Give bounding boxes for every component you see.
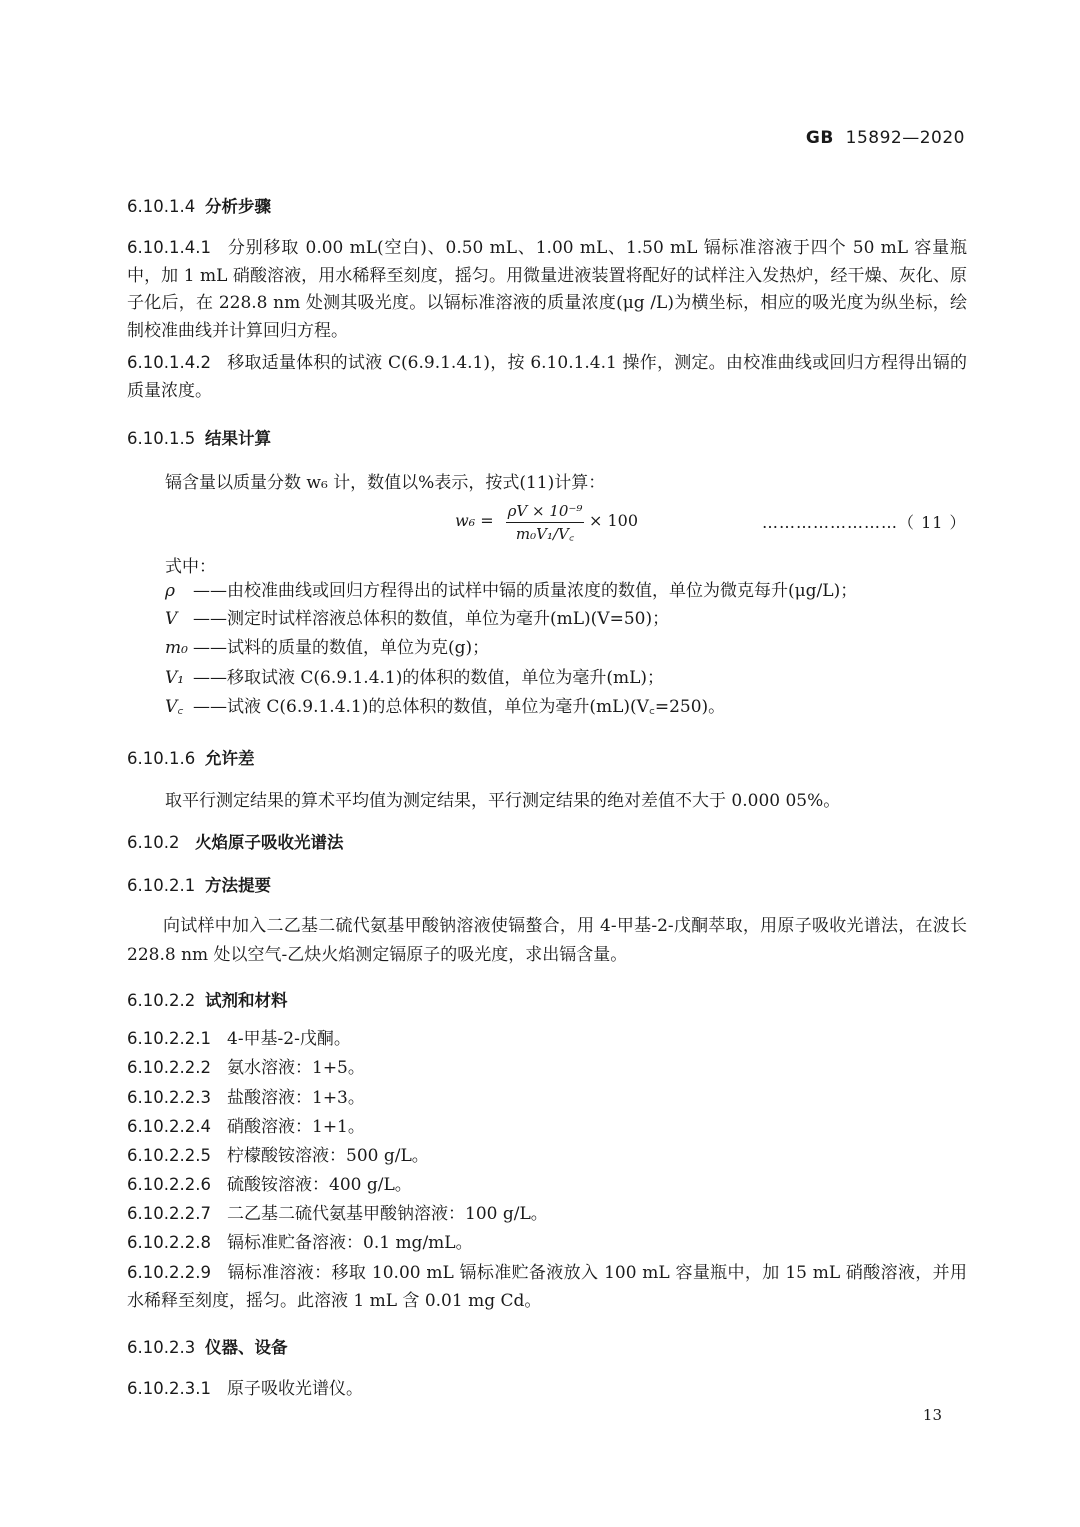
section-number: 6.10.1.5	[127, 429, 196, 448]
denominator-text: m₀V₁/V꜀	[515, 525, 575, 543]
clause-text: 硫酸铵溶液：400 g/L。	[227, 1175, 412, 1195]
clause-text: 原子吸收光谱仪。	[227, 1379, 363, 1399]
formula-fraction	[505, 500, 585, 545]
definition-item	[165, 605, 669, 633]
definition-text: ——测定时试样溶液总体积的数值，单位为毫升(mL)(V=50)；	[193, 609, 670, 629]
clause-number: 6.10.2.2.7	[127, 1204, 211, 1223]
clause-number: 6.10.2.2.8	[127, 1233, 211, 1252]
clause-text: 二乙基二硫代氨基甲酸钠溶液：100 g/L。	[227, 1204, 548, 1224]
definition-symbol: V꜀	[165, 697, 184, 717]
definition-text: ——试液 C(6.9.1.4.1)的总体积的数值，单位为毫升(mL)(V꜀=250)。	[193, 697, 726, 717]
definition-item	[165, 577, 857, 605]
definition-symbol: ρ	[165, 581, 175, 601]
definition-text: ——由校准曲线或回归方程得出的试样中镉的质量浓度的数值，单位为微克每升(μg/L)；	[193, 581, 858, 601]
heading-6-10-1-6	[127, 745, 255, 769]
section-title: 仪器、设备	[205, 1338, 288, 1357]
paragraph-6-10-2-1: 向试样中加入二乙基二硫代氨基甲酸钠溶液使镉螯合，用 4-甲基-2-戊酮萃取，用原子吸收光谱法，在波长 228.8 nm 处以空气-乙炔火焰测定镉原子的吸光度，求出镉含量。	[127, 916, 967, 965]
clause-number: 6.10.1.4.1	[127, 238, 211, 257]
clause-text: 盐酸溶液：1+3。	[227, 1088, 365, 1108]
section-title: 试剂和材料	[205, 991, 288, 1010]
clause-text: 分别移取 0.00 mL(空白)、0.50 mL、1.00 mL、1.50 mL 镉标准溶液于四个 50 mL 容量瓶中，加 1 mL 硝酸溶液，用水稀释至刻度，摇匀。用微量进液装置将配好的试样注入发热炉，经干燥、灰化、原子化后，在 228.8 nm 处测其吸光度。以镉标准溶液的质量浓度(μg /L)为横坐标，相应的吸光度为纵坐标，绘制校准曲线并计算回归方程。	[127, 238, 967, 341]
clause-number: 6.10.2.2.4	[127, 1117, 211, 1136]
heading-6-10-1-4	[127, 193, 271, 217]
formula-rhs: × 100	[589, 511, 639, 530]
clause-number: 6.10.2.2.2	[127, 1058, 211, 1077]
paragraph-6-10-2-3-1	[127, 1375, 363, 1403]
equation-number: ……………………（ 11 ）	[762, 513, 967, 532]
definition-text: ——试料的质量的数值，单位为克(g)；	[193, 638, 490, 658]
paragraph-6-10-2-2-9	[127, 1259, 967, 1315]
clause-number: 6.10.1.4.2	[127, 353, 211, 372]
heading-6-10-2-1	[127, 872, 271, 896]
formula-denominator	[505, 523, 585, 545]
reagent-item	[127, 1171, 412, 1199]
paragraph-6-10-1-6: 取平行测定结果的算术平均值为测定结果，平行测定结果的绝对差值不大于 0.000 05%。	[165, 791, 841, 811]
reagent-item	[127, 1229, 473, 1257]
heading-6-10-2-2	[127, 987, 288, 1011]
reagent-item	[127, 1113, 365, 1141]
definition-symbol: m₀	[165, 638, 188, 658]
section-title: 允许差	[205, 749, 255, 768]
definition-symbol: V	[165, 609, 178, 629]
paragraph-6-10-1-4-2	[127, 349, 967, 405]
clause-number: 6.10.2.2.1	[127, 1029, 211, 1048]
standard-code: 15892—2020	[845, 128, 965, 148]
clause-text: 硝酸溶液：1+1。	[227, 1117, 365, 1137]
reagent-item	[127, 1054, 365, 1082]
numerator-text: ρV × 10⁻⁹	[507, 502, 583, 520]
section-number: 6.10.2.3	[127, 1338, 196, 1357]
clause-text: 4-甲基-2-戊酮。	[227, 1029, 351, 1049]
section-title: 结果计算	[205, 429, 271, 448]
section-title: 分析步骤	[205, 197, 271, 216]
paragraph-6-10-1-4-1	[127, 234, 967, 345]
heading-6-10-2	[127, 829, 344, 853]
clause-text: 氨水溶液：1+5。	[227, 1058, 365, 1078]
section-number: 6.10.2	[127, 833, 180, 852]
heading-6-10-2-3	[127, 1334, 288, 1358]
standard-prefix: GB	[805, 128, 834, 148]
clause-number: 6.10.2.2.6	[127, 1175, 211, 1194]
heading-6-10-1-5	[127, 425, 271, 449]
clause-text: 镉标准贮备溶液：0.1 mg/mL。	[227, 1233, 473, 1253]
section-number: 6.10.1.6	[127, 749, 196, 768]
reagent-item	[127, 1084, 365, 1112]
definition-item	[165, 693, 725, 721]
clause-number: 6.10.2.3.1	[127, 1379, 211, 1398]
section-title: 火焰原子吸收光谱法	[195, 833, 344, 852]
definition-symbol: V₁	[165, 668, 185, 688]
definition-item	[165, 664, 664, 692]
clause-number: 6.10.2.2.5	[127, 1146, 211, 1165]
section-title: 方法提要	[205, 876, 271, 895]
definition-text: ——移取试液 C(6.9.1.4.1)的体积的数值，单位为毫升(mL)；	[193, 668, 665, 688]
clause-text: 移取适量体积的试液 C(6.9.1.4.1)，按 6.10.1.4.1 操作，测定。由校准曲线或回归方程得出镉的质量浓度。	[127, 353, 967, 401]
where-label: 式中：	[165, 557, 216, 577]
reagent-item	[127, 1142, 429, 1170]
section-number: 6.10.2.1	[127, 876, 196, 895]
clause-text: 镉标准溶液：移取 10.00 mL 镉标准贮备液放入 100 mL 容量瓶中，加 15 mL 硝酸溶液，并用水稀释至刻度，摇匀。此溶液 1 mL 含 0.01 mg Cd。	[127, 1263, 967, 1311]
formula-11	[455, 500, 655, 550]
section-number: 6.10.2.2	[127, 991, 196, 1010]
clause-number: 6.10.2.2.3	[127, 1088, 211, 1107]
formula-numerator	[505, 500, 585, 522]
clause-text: 柠檬酸铵溶液：500 g/L。	[227, 1146, 429, 1166]
formula-lhs: w₆ =	[455, 511, 494, 530]
clause-number: 6.10.2.2.9	[127, 1263, 211, 1282]
calculation-intro: 镉含量以质量分数 w₆ 计，数值以%表示，按式(11)计算：	[165, 473, 606, 493]
reagent-item	[127, 1200, 548, 1228]
section-number: 6.10.1.4	[127, 197, 196, 216]
standard-number	[806, 128, 965, 148]
page-number: 13	[922, 1406, 942, 1424]
reagent-item	[127, 1025, 351, 1053]
definition-item	[165, 634, 489, 662]
